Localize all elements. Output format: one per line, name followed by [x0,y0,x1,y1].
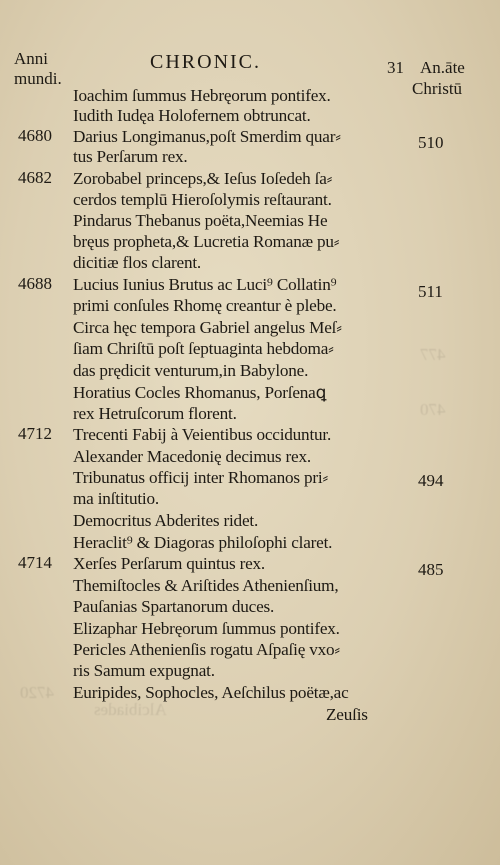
text-line: Ioachim ſummus Hebręorum pontifex. [73,86,331,105]
show-through-text: Alcibiades [94,700,167,719]
text-line: rex Hetruſcorum florent. [73,404,237,423]
show-through-text: 470 [420,400,446,419]
text-line: Darius Longimanus,poſt Smerdim quar⸗ [73,127,341,146]
header-christu: Christū [412,79,463,98]
text-line: Circa hęc tempora Gabriel angelus Meſ⸗ [73,318,342,337]
header-anni: Anni [14,49,48,68]
text-line: Trecenti Fabij à Veientibus occiduntur. [73,425,332,444]
text-line: Pauſanias Spartanorum duces. [73,597,275,616]
text-line: Xerſes Perſarum quintus rex. [73,554,266,573]
text-line: primi conſules Rhomę creantur è plebe. [73,296,337,315]
show-through-text: 477 [420,345,446,364]
show-through-text: 4720 [20,683,54,702]
text-line: ſiam Chriſtū poſt ſeptuaginta hebdoma⸗ [73,339,334,358]
year-ante-christum: 494 [418,471,444,490]
text-line: das prędicit venturum,in Babylone. [73,361,309,380]
year-ante-christum: 511 [418,282,443,301]
page-number: 31 [387,58,404,77]
year-anno-mundi: 4688 [18,274,52,293]
text-line: ris Samum expugnat. [73,661,215,680]
text-line: Elizaphar Hebręorum ſummus pontifex. [73,619,340,638]
year-ante-christum: 510 [418,133,444,152]
text-line: Themiſtocles & Ariſtides Athenienſium, [73,576,339,595]
year-ante-christum: 485 [418,560,444,579]
text-line: Lucius Iunius Brutus ac Luci⁹ Collatin⁹ [73,275,337,294]
header-an-ante: An.āte [420,58,465,77]
year-anno-mundi: 4682 [18,168,52,187]
text-line: dicitiæ flos clarent. [73,253,202,272]
text-line: Pericles Athenienſis rogatu Aſpaſię vxo⸗ [73,640,340,659]
text-line: cerdos templū Hieroſolymis reſtaurant. [73,190,332,209]
header-mundi: mundi. [14,69,62,88]
text-line: Pindarus Thebanus poëta,Neemias He [73,211,328,230]
text-line: bręus propheta,& Lucretia Romanæ pu⸗ [73,232,340,251]
year-anno-mundi: 4680 [18,126,52,145]
text-line: Alexander Macedonię decimus rex. [73,447,311,466]
text-line: Euripides, Sophocles, Aeſchilus poëtæ,ac [73,683,349,702]
text-line: Democritus Abderites ridet. [73,511,259,530]
running-title: CHRONIC. [150,51,262,73]
text-line: Zorobabel princeps,& Ieſus Ioſedeh ſa⸗ [73,169,333,188]
year-anno-mundi: 4714 [18,553,52,572]
text-line: Horatius Cocles Rhomanus, Porſenaꝗ [73,383,327,402]
text-line: Tribunatus officij inter Rhomanos pri⸗ [73,468,328,487]
text-line: ma inſtitutio. [73,489,159,508]
year-anno-mundi: 4712 [18,424,52,443]
text-line: Heraclit⁹ & Diagoras philoſophi claret. [73,533,333,552]
text-line: Iudith Iudęa Holofernem obtruncat. [73,106,311,125]
text-line: Zeuſis [326,705,368,724]
text-line: tus Perſarum rex. [73,147,188,166]
